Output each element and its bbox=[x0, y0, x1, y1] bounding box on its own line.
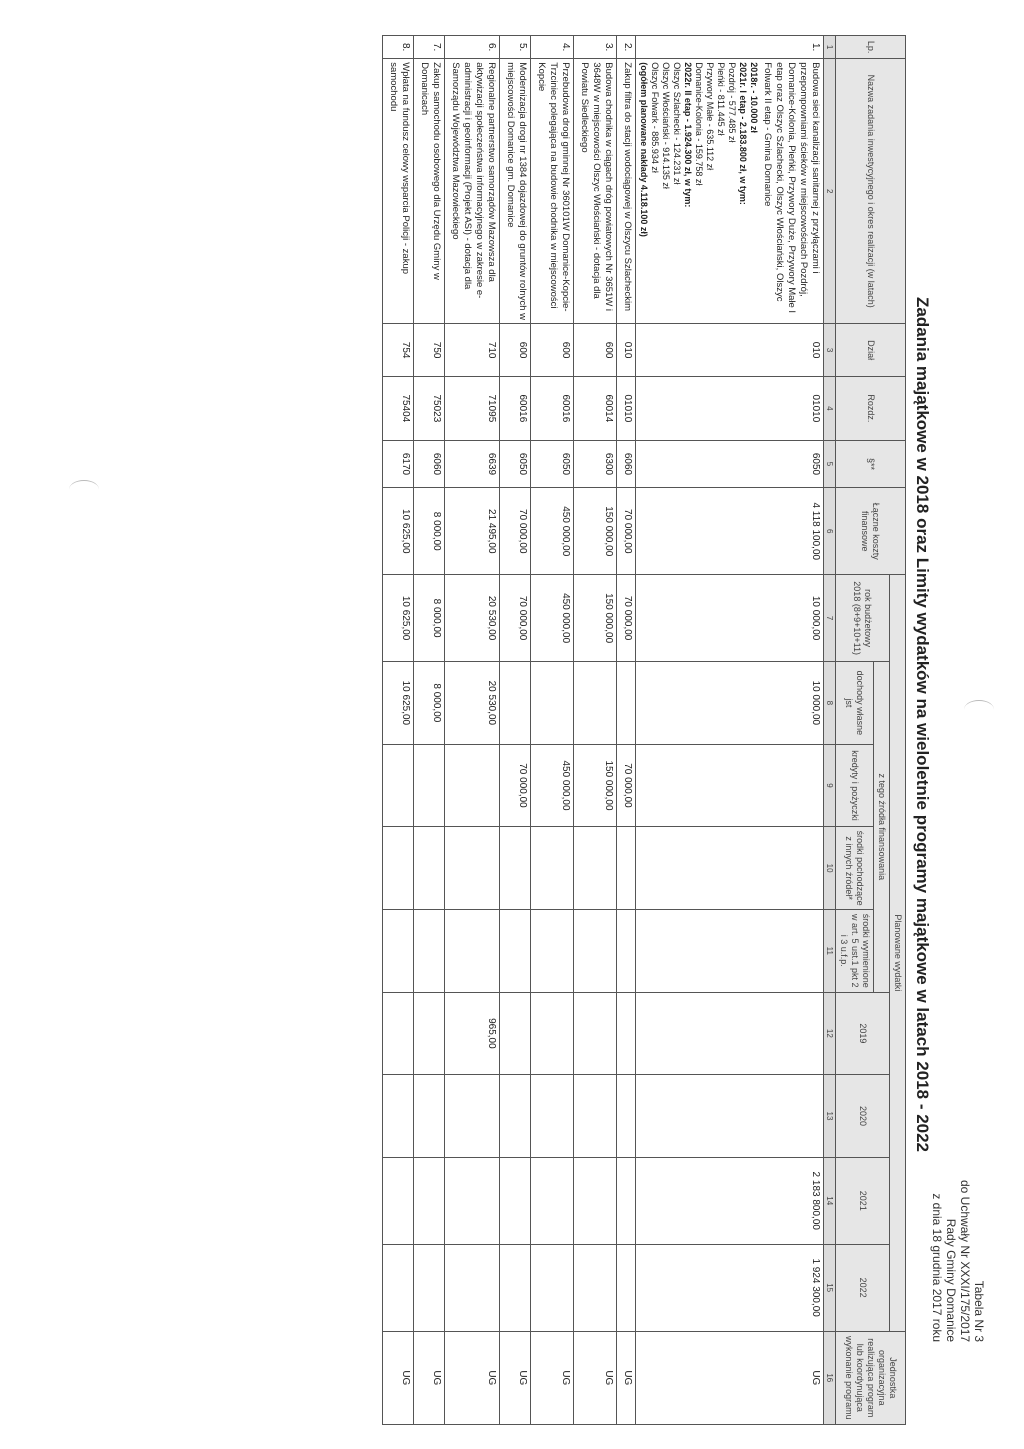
task-name bbox=[617, 59, 636, 324]
cell-year-2022 bbox=[574, 1244, 617, 1331]
cell-total-cost: 450 000,00 bbox=[531, 488, 574, 575]
column-number: 6 bbox=[824, 488, 836, 575]
council-name: Rady Gminy Domanice bbox=[944, 1218, 958, 1343]
cell-rozdz: 01010 bbox=[636, 377, 824, 441]
column-number: 16 bbox=[824, 1331, 836, 1424]
table-row bbox=[383, 36, 414, 1425]
cell-dzial: 710 bbox=[445, 324, 500, 377]
header-year-2022: 2022 bbox=[836, 1244, 890, 1331]
task-detail-line: Olszyc Szlachecki - 124.231 zł bbox=[672, 62, 682, 185]
cell-other-sources bbox=[574, 827, 617, 910]
cell-year-2021 bbox=[500, 1157, 531, 1244]
cell-eu-funds bbox=[636, 909, 824, 992]
cell-year-2022 bbox=[445, 1244, 500, 1331]
cell-year-2022: 1 924 300,00 bbox=[636, 1244, 824, 1331]
cell-total-cost: 21 495,00 bbox=[445, 488, 500, 575]
cell-year-2021 bbox=[574, 1157, 617, 1244]
cell-dzial: 010 bbox=[617, 324, 636, 377]
row-lp: 3. bbox=[574, 36, 617, 59]
cell-year-2020 bbox=[531, 1075, 574, 1158]
cell-paragraph: 6050 bbox=[636, 440, 824, 488]
cell-year-2022 bbox=[617, 1244, 636, 1331]
cell-year-2020 bbox=[414, 1075, 445, 1158]
cell-year-2019 bbox=[636, 992, 824, 1075]
column-number: 1 bbox=[824, 36, 836, 59]
cell-eu-funds bbox=[383, 909, 414, 992]
cell-rozdz: 60016 bbox=[531, 377, 574, 441]
cell-unit: UG bbox=[636, 1331, 824, 1424]
cell-other-sources bbox=[500, 827, 531, 910]
cell-year-2019 bbox=[500, 992, 531, 1075]
task-detail-line: Pieńki - 811.445 zł bbox=[716, 62, 726, 136]
cell-own-income bbox=[574, 662, 617, 745]
cell-paragraph: 6300 bbox=[574, 440, 617, 488]
cell-dzial: 750 bbox=[414, 324, 445, 377]
cell-rozdz: 01010 bbox=[617, 377, 636, 441]
task-name bbox=[414, 59, 445, 324]
cell-year-2021 bbox=[383, 1157, 414, 1244]
investment-table bbox=[382, 35, 906, 1425]
cell-dzial: 754 bbox=[383, 324, 414, 377]
header-dzial: Dział bbox=[836, 324, 906, 377]
task-description: Zakup filtra do stacji wodociągowej w Olszycu Szlacheckim bbox=[622, 62, 633, 311]
row-lp: 6. bbox=[445, 36, 500, 59]
cell-eu-funds bbox=[500, 909, 531, 992]
cell-loans bbox=[414, 744, 445, 827]
cell-own-income: 8 000,00 bbox=[414, 662, 445, 745]
cell-unit: UG bbox=[383, 1331, 414, 1424]
cell-year-2019 bbox=[383, 992, 414, 1075]
cell-budget-2018: 70 000,00 bbox=[500, 575, 531, 662]
cell-other-sources bbox=[636, 827, 824, 910]
cell-year-2019 bbox=[531, 992, 574, 1075]
column-number: 5 bbox=[824, 440, 836, 488]
column-number: 11 bbox=[824, 909, 836, 992]
header-row bbox=[890, 36, 906, 1425]
cell-own-income bbox=[500, 662, 531, 745]
column-number: 9 bbox=[824, 744, 836, 827]
scan-mark bbox=[964, 700, 994, 719]
cell-dzial: 010 bbox=[636, 324, 824, 377]
cell-loans bbox=[636, 744, 824, 827]
task-description: Modernizacja drogi nr 1384 dojazdowej do gruntów rolnych w miejscowości Domanice gm. Domanice bbox=[505, 62, 528, 320]
header-budget-year: rok budżetowy 2018 (8+9+10+11) bbox=[836, 575, 890, 662]
cell-year-2020 bbox=[574, 1075, 617, 1158]
task-detail-line: 2021r. I etap - 2.183.800 zł, w tym: bbox=[738, 62, 748, 205]
table-row bbox=[617, 36, 636, 1425]
cell-paragraph: 6050 bbox=[500, 440, 531, 488]
cell-year-2020 bbox=[500, 1075, 531, 1158]
cell-unit: UG bbox=[500, 1331, 531, 1424]
cell-loans: 450 000,00 bbox=[531, 744, 574, 827]
cell-rozdz: 60014 bbox=[574, 377, 617, 441]
table-row bbox=[445, 36, 500, 1425]
page-title: Zadania majątkowe w 2018 oraz Limity wydatków na wieloletnie programy majątkowe w latach 2018 - 2022 bbox=[913, 296, 932, 1153]
row-lp: 8. bbox=[383, 36, 414, 59]
row-lp: 1. bbox=[636, 36, 824, 59]
cell-paragraph: 6060 bbox=[617, 440, 636, 488]
row-lp: 2. bbox=[617, 36, 636, 59]
cell-budget-2018: 8 000,00 bbox=[414, 575, 445, 662]
task-detail-line: Olszyc Folwark - 885.934 zł bbox=[650, 62, 660, 173]
table-row bbox=[574, 36, 617, 1425]
cell-total-cost: 10 625,00 bbox=[383, 488, 414, 575]
cell-year-2022 bbox=[383, 1244, 414, 1331]
cell-year-2020 bbox=[617, 1075, 636, 1158]
cell-loans: 70 000,00 bbox=[500, 744, 531, 827]
cell-eu-funds bbox=[574, 909, 617, 992]
task-detail-line: Olszyc Włościański - 914.135 zł bbox=[661, 62, 671, 189]
cell-other-sources bbox=[383, 827, 414, 910]
cell-year-2020 bbox=[445, 1075, 500, 1158]
task-name bbox=[531, 59, 574, 324]
task-detail-line: 2018r. - 10.000 zł bbox=[749, 62, 759, 133]
task-detail-line: (ogółem planowane nakłady 4.118.100 zł) bbox=[639, 62, 649, 237]
cell-eu-funds bbox=[531, 909, 574, 992]
table-row bbox=[636, 36, 824, 1425]
table-row bbox=[500, 36, 531, 1425]
header-planned-expenses: Planowane wydatki bbox=[890, 575, 906, 1331]
cell-year-2021 bbox=[531, 1157, 574, 1244]
cell-rozdz: 75404 bbox=[383, 377, 414, 441]
header-total-cost: Łączne koszty finansowe bbox=[836, 488, 906, 575]
header-rozdz: Rozdz. bbox=[836, 377, 906, 441]
cell-year-2020 bbox=[383, 1075, 414, 1158]
cell-own-income bbox=[617, 662, 636, 745]
cell-other-sources bbox=[414, 827, 445, 910]
cell-year-2021 bbox=[445, 1157, 500, 1244]
column-number: 4 bbox=[824, 377, 836, 441]
cell-total-cost: 70 000,00 bbox=[500, 488, 531, 575]
resolution-date: z dnia 18 grudnia 2017 roku bbox=[930, 1193, 944, 1343]
cell-dzial: 600 bbox=[500, 324, 531, 377]
cell-year-2022 bbox=[500, 1244, 531, 1331]
cell-year-2019 bbox=[414, 992, 445, 1075]
cell-year-2019 bbox=[574, 992, 617, 1075]
task-description: Wpłata na fundusz celowy wsparcia Policji - zakup samochodu bbox=[388, 62, 411, 275]
scan-mark bbox=[69, 480, 99, 499]
cell-dzial: 600 bbox=[574, 324, 617, 377]
header-year-2021: 2021 bbox=[836, 1157, 890, 1244]
header-loans: kredyty i pożyczki bbox=[836, 744, 874, 827]
cell-budget-2018: 150 000,00 bbox=[574, 575, 617, 662]
column-number: 15 bbox=[824, 1244, 836, 1331]
header-lp: Lp. bbox=[836, 36, 906, 59]
cell-budget-2018: 10 625,00 bbox=[383, 575, 414, 662]
task-description: Budowa chodnika w ciągach dróg powiatowych Nr 3651W i 3648W w miejscowości Olszyc Włościański - dotacja dla Powiatu Siedleckiego bbox=[579, 62, 614, 312]
cell-year-2021 bbox=[414, 1157, 445, 1244]
cell-total-cost: 4 118 100,00 bbox=[636, 488, 824, 575]
task-detail-line: Przywory Małe - 635.112 zł bbox=[705, 62, 715, 171]
cell-dzial: 600 bbox=[531, 324, 574, 377]
column-number: 2 bbox=[824, 59, 836, 324]
cell-loans bbox=[445, 744, 500, 827]
table-number: Tabela Nr 3 bbox=[972, 1280, 986, 1343]
row-lp: 4. bbox=[531, 36, 574, 59]
column-number: 7 bbox=[824, 575, 836, 662]
task-description: Przebudowa drogi gminnej Nr 360101W Domanice-Kopcie-Trzciniec polegająca na budowie chodnika w miejscowości Kopcie bbox=[536, 62, 571, 312]
task-name bbox=[636, 59, 824, 324]
header-own-income: dochody własne jst bbox=[836, 662, 874, 745]
header-year-2019: 2019 bbox=[836, 992, 890, 1075]
header-unit: Jednostka organizacyjna realizująca program lub koordynująca wykonanie programu bbox=[836, 1331, 906, 1424]
cell-unit: UG bbox=[414, 1331, 445, 1424]
task-description: Zakup samochodu osobowego dla Urzędu Gminy w Domanicach bbox=[419, 62, 442, 280]
header-year-2020: 2020 bbox=[836, 1075, 890, 1158]
cell-loans: 70 000,00 bbox=[617, 744, 636, 827]
cell-paragraph: 6060 bbox=[414, 440, 445, 488]
cell-year-2020 bbox=[636, 1075, 824, 1158]
header-eu-funds: środki wymienione w art. 5 ust.1 pkt 2 i 3 u.f.p. bbox=[836, 909, 874, 992]
cell-budget-2018: 10 000,00 bbox=[636, 575, 824, 662]
cell-own-income: 20 530,00 bbox=[445, 662, 500, 745]
task-detail-line: 2022r. II etap - 1.924.300 zł, w tym: bbox=[683, 62, 693, 208]
row-lp: 5. bbox=[500, 36, 531, 59]
task-details bbox=[638, 62, 759, 320]
cell-total-cost: 150 000,00 bbox=[574, 488, 617, 575]
cell-unit: UG bbox=[574, 1331, 617, 1424]
cell-year-2022 bbox=[531, 1244, 574, 1331]
task-name bbox=[500, 59, 531, 324]
cell-loans: 150 000,00 bbox=[574, 744, 617, 827]
cell-total-cost: 8 000,00 bbox=[414, 488, 445, 575]
cell-paragraph: 6170 bbox=[383, 440, 414, 488]
cell-rozdz: 75023 bbox=[414, 377, 445, 441]
cell-year-2019 bbox=[617, 992, 636, 1075]
table-row bbox=[531, 36, 574, 1425]
cell-other-sources bbox=[617, 827, 636, 910]
task-description: Regionalne partnerstwo samorządów Mazowsza dla aktywizacji społeczeństwa informacyjnego w zakresie e-administracji i geoinformacji (Projekt ASI) - dotacja dla Samorządu Województwa Mazowieckiego bbox=[450, 62, 497, 299]
column-number: 14 bbox=[824, 1157, 836, 1244]
cell-budget-2018: 20 530,00 bbox=[445, 575, 500, 662]
cell-other-sources bbox=[531, 827, 574, 910]
cell-paragraph: 6639 bbox=[445, 440, 500, 488]
cell-year-2021 bbox=[617, 1157, 636, 1244]
column-number: 12 bbox=[824, 992, 836, 1075]
cell-eu-funds bbox=[617, 909, 636, 992]
cell-budget-2018: 450 000,00 bbox=[531, 575, 574, 662]
cell-paragraph: 6050 bbox=[531, 440, 574, 488]
cell-budget-2018: 70 000,00 bbox=[617, 575, 636, 662]
cell-loans bbox=[383, 744, 414, 827]
cell-own-income: 10 000,00 bbox=[636, 662, 824, 745]
column-number: 8 bbox=[824, 662, 836, 745]
row-lp: 7. bbox=[414, 36, 445, 59]
column-number: 3 bbox=[824, 324, 836, 377]
header-paragraph: §** bbox=[836, 440, 906, 488]
task-detail-line: Domanice-Kolonia - 159.758 zł bbox=[694, 62, 704, 186]
resolution-reference bbox=[930, 1180, 986, 1342]
cell-rozdz: 60016 bbox=[500, 377, 531, 441]
header-funding-sources: z tego źródła finansowania bbox=[874, 662, 890, 993]
cell-unit: UG bbox=[445, 1331, 500, 1424]
task-detail-line: Pozdrój - 577.485 zł bbox=[727, 62, 737, 143]
cell-eu-funds bbox=[414, 909, 445, 992]
table-row bbox=[414, 36, 445, 1425]
header-name: Nazwa zadania inwestycyjnego i okres realizacji (w latach) bbox=[836, 59, 906, 324]
task-name bbox=[574, 59, 617, 324]
header-other-sources: środki pochodzące z innych źródeł* bbox=[836, 827, 874, 910]
cell-other-sources bbox=[445, 827, 500, 910]
column-numbers-row bbox=[824, 36, 836, 1425]
cell-unit: UG bbox=[617, 1331, 636, 1424]
column-number: 10 bbox=[824, 827, 836, 910]
resolution-number: do Uchwały Nr XXXI/175/2017 bbox=[958, 1180, 972, 1343]
column-number: 13 bbox=[824, 1075, 836, 1158]
task-description: Budowa sieci kanalizacji sanitarnej z przyłączami i przepompowniami ścieków w miejscowościach Pozdrój, Domanice-Kolonia, Pieńki, Przywory Duże, Przywory Małe I etap oraz Olszyc Szlachecki, Olszyc Włościański, Olszyc Folwark II etap - Gmina Domanice bbox=[762, 62, 821, 314]
cell-year-2019: 965,00 bbox=[445, 992, 500, 1075]
task-name bbox=[445, 59, 500, 324]
cell-own-income: 10 625,00 bbox=[383, 662, 414, 745]
cell-year-2022 bbox=[414, 1244, 445, 1331]
task-name bbox=[383, 59, 414, 324]
cell-unit: UG bbox=[531, 1331, 574, 1424]
cell-eu-funds bbox=[445, 909, 500, 992]
cell-total-cost: 70 000,00 bbox=[617, 488, 636, 575]
cell-year-2021: 2 183 800,00 bbox=[636, 1157, 824, 1244]
cell-own-income bbox=[531, 662, 574, 745]
cell-rozdz: 71095 bbox=[445, 377, 500, 441]
